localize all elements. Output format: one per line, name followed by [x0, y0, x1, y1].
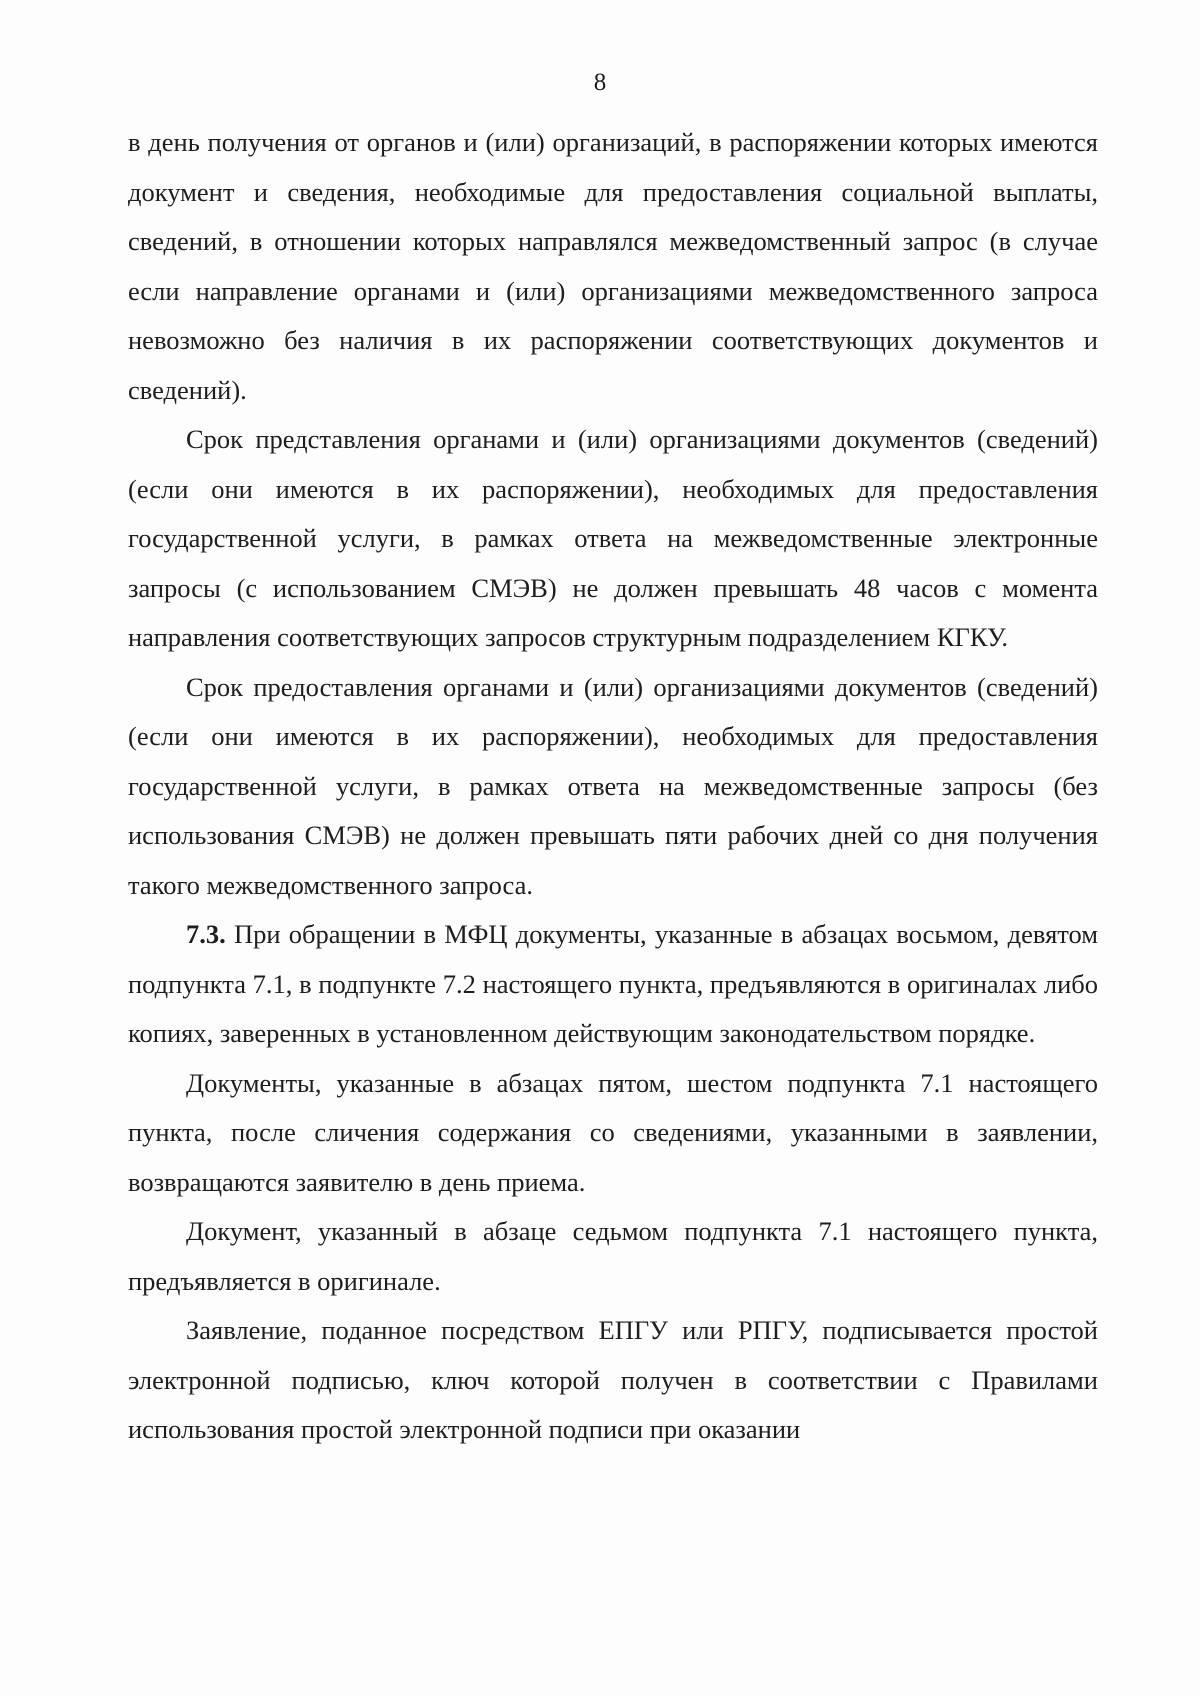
paragraph-smev-deadline	[128, 415, 1098, 663]
paragraph-text: Документ, указанный в абзаце седьмом подпункта 7.1 настоящего пункта, предъявляется в оригинале.	[128, 1216, 1098, 1296]
page-number: 8	[593, 69, 607, 96]
paragraph-text: Документы, указанные в абзацах пятом, шестом подпункта 7.1 настоящего пункта, после сличения содержания со сведениями, указанными в заявлении, возвращаются заявителю в день приема.	[128, 1067, 1098, 1197]
paragraph-returned-documents	[128, 1059, 1098, 1208]
paragraph-non-smev-deadline	[128, 663, 1098, 911]
clause-number: 7.3.	[186, 919, 226, 949]
paragraph-text: Срок представления органами и (или) организациями документов (сведений) (если они имеются в их распоряжении), необходимых для предоставления государственной услуги, в рамках ответа на межведомственные электронные запросы (с использованием СМЭВ) не должен превышать 48 часов с момента направления соответствующих запросов структурным подразделением КГКУ.	[128, 424, 1098, 652]
paragraph-text: Срок предоставления органами и (или) организациями документов (сведений) (если они имеются в их распоряжении), необходимых для предоставления государственной услуги, в рамках ответа на межведомственные запросы (без использования СМЭВ) не должен превышать пяти рабочих дней со дня получения такого межведомственного запроса.	[128, 671, 1098, 900]
paragraph-7-3	[128, 910, 1098, 1059]
paragraph-text: в день получения от органов и (или) организаций, в распоряжении которых имеются документ и сведения, необходимые для предоставления социальной выплаты, сведений, в отношении которых направлялся межведомственный запрос (в случае если направление органами и (или) организациями межведомственного запроса невозможно без наличия в их распоряжении соответствующих документов и сведений).	[128, 127, 1098, 405]
paragraph-continuation	[128, 118, 1098, 415]
paragraph-text: Заявление, поданное посредством ЕПГУ или РПГУ, подписывается простой электронной подписью, ключ которой получен в соответствии с Правилами использования простой электронной подписи при оказании	[128, 1315, 1098, 1444]
paragraph-electronic-signature	[128, 1306, 1098, 1455]
document-body	[128, 118, 1098, 1455]
paragraph-text: При обращении в МФЦ документы, указанные в абзацах восьмом, девятом подпункта 7.1, в подпункте 7.2 настоящего пункта, предъявляются в оригиналах либо копиях, заверенных в установленном действующим законодательством порядке.	[128, 919, 1099, 1048]
paragraph-original-document	[128, 1207, 1098, 1306]
